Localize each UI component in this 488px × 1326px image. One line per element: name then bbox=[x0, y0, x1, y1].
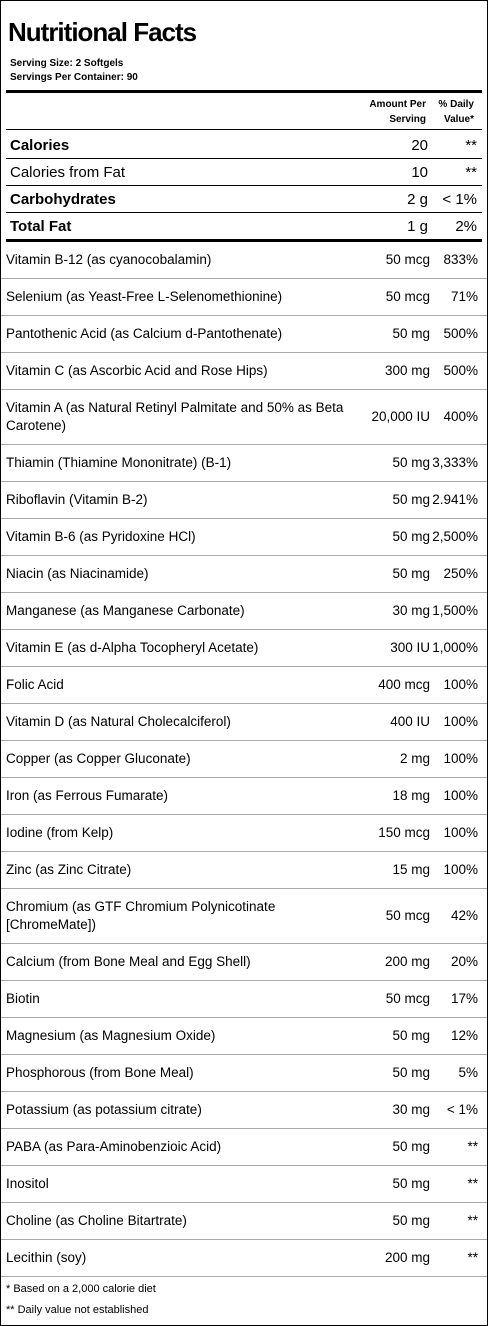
nutrient-daily-value: 833% bbox=[443, 252, 478, 267]
amount-header-line1: Amount Per bbox=[369, 99, 426, 110]
nutrient-amount: 150 mcg bbox=[378, 825, 430, 840]
summary-amount: 20 bbox=[411, 137, 428, 154]
servings-per-container: Servings Per Container: 90 bbox=[10, 72, 138, 83]
nutrient-amount: 15 mg bbox=[392, 862, 430, 877]
nutrient-row bbox=[1, 1203, 487, 1240]
nutrient-daily-value: < 1% bbox=[446, 1102, 478, 1117]
nutrient-amount: 20,000 IU bbox=[371, 409, 430, 424]
nutrient-daily-value: 1,000% bbox=[432, 640, 478, 655]
summary-label: Carbohydrates bbox=[10, 191, 116, 208]
nutrient-daily-value: 100% bbox=[443, 714, 478, 729]
nutrient-label: Biotin bbox=[6, 991, 40, 1006]
dv-header-line1: % Daily bbox=[438, 99, 474, 110]
nutrient-row bbox=[1, 1240, 487, 1277]
nutrient-amount: 30 mg bbox=[392, 603, 430, 618]
nutrient-row bbox=[1, 1166, 487, 1203]
serving-size: Serving Size: 2 Softgels bbox=[10, 58, 124, 69]
nutrient-amount: 50 mg bbox=[392, 1028, 430, 1043]
nutrient-daily-value: 250% bbox=[443, 566, 478, 581]
nutrient-label: Potassium (as potassium citrate) bbox=[6, 1102, 202, 1117]
nutrient-row bbox=[1, 242, 487, 279]
nutrient-daily-value: 500% bbox=[443, 363, 478, 378]
nutrient-amount: 50 mcg bbox=[385, 252, 430, 267]
column-header-divider bbox=[6, 129, 482, 130]
nutrient-label: Niacin (as Niacinamide) bbox=[6, 566, 149, 581]
nutrient-amount: 30 mg bbox=[392, 1102, 430, 1117]
daily-value-header bbox=[426, 97, 474, 127]
nutrient-row bbox=[1, 390, 487, 445]
nutrient-label: Thiamin (Thiamine Mononitrate) (B-1) bbox=[6, 455, 232, 470]
nutrient-label: Calcium (from Bone Meal and Egg Shell) bbox=[6, 954, 251, 969]
summary-daily-value: 2% bbox=[455, 218, 477, 235]
nutrient-row bbox=[1, 1055, 487, 1092]
summary-amount: 1 g bbox=[407, 218, 428, 235]
nutrient-daily-value: 17% bbox=[450, 991, 478, 1006]
header-divider-thick bbox=[6, 90, 482, 93]
nutrient-daily-value: 12% bbox=[450, 1028, 478, 1043]
nutrient-daily-value: 2.941% bbox=[432, 492, 478, 507]
nutrient-amount: 50 mg bbox=[392, 492, 430, 507]
nutrient-row bbox=[1, 704, 487, 741]
summary-daily-value: < 1% bbox=[442, 191, 477, 208]
nutrient-daily-value: ** bbox=[467, 1213, 478, 1228]
nutrient-row bbox=[1, 556, 487, 593]
nutrient-label: Iron (as Ferrous Fumarate) bbox=[6, 788, 169, 803]
nutrient-daily-value: 500% bbox=[443, 326, 478, 341]
nutrient-amount: 50 mg bbox=[392, 566, 430, 581]
summary-row bbox=[6, 132, 482, 159]
nutrient-label: Pantothenic Acid (as Calcium d-Pantothenate) bbox=[6, 326, 283, 341]
nutrient-label: Lecithin (soy) bbox=[6, 1250, 87, 1265]
nutrient-daily-value: 100% bbox=[443, 825, 478, 840]
nutrient-amount: 50 mg bbox=[392, 1213, 430, 1228]
nutrient-label: Phosphorous (from Bone Meal) bbox=[6, 1065, 194, 1080]
summary-label: Total Fat bbox=[10, 218, 72, 235]
nutrient-row bbox=[1, 815, 487, 852]
nutrient-amount: 50 mg bbox=[392, 326, 430, 341]
nutrient-label: Iodine (from Kelp) bbox=[6, 825, 114, 840]
nutrient-amount: 50 mg bbox=[392, 1176, 430, 1191]
nutrient-daily-value: 2,500% bbox=[432, 529, 478, 544]
nutrient-daily-value: 5% bbox=[458, 1065, 478, 1080]
nutrient-amount: 200 mg bbox=[384, 954, 430, 969]
footnote-calorie-diet: * Based on a 2,000 calorie diet bbox=[6, 1283, 156, 1295]
nutrient-daily-value: 100% bbox=[443, 788, 478, 803]
nutrient-row bbox=[1, 630, 487, 667]
summary-row bbox=[6, 186, 482, 213]
nutrient-daily-value: 71% bbox=[450, 289, 478, 304]
panel-title: Nutritional Facts bbox=[8, 17, 197, 47]
nutrient-label: Chromium (as GTF Chromium Polynicotinate [ChromeMate]) bbox=[6, 899, 276, 932]
nutrient-daily-value: 20% bbox=[450, 954, 478, 969]
nutrient-label: Zinc (as Zinc Citrate) bbox=[6, 862, 132, 877]
summary-daily-value: ** bbox=[465, 164, 477, 181]
nutrient-label: Riboflavin (Vitamin B-2) bbox=[6, 492, 148, 507]
nutrient-label: Folic Acid bbox=[6, 677, 64, 692]
nutrient-amount: 2 mg bbox=[399, 751, 430, 766]
nutrient-amount: 400 mcg bbox=[378, 677, 430, 692]
amount-per-serving-header bbox=[346, 97, 426, 127]
nutrient-label: Manganese (as Manganese Carbonate) bbox=[6, 603, 245, 618]
nutrient-label: Magnesium (as Magnesium Oxide) bbox=[6, 1028, 216, 1043]
nutrient-daily-value: 100% bbox=[443, 677, 478, 692]
nutrient-daily-value: 100% bbox=[443, 862, 478, 877]
summary-label: Calories bbox=[10, 137, 70, 154]
nutrient-daily-value: 1,500% bbox=[432, 603, 478, 618]
nutrient-daily-value: ** bbox=[467, 1139, 478, 1154]
nutrient-daily-value: 42% bbox=[450, 908, 478, 923]
nutrient-amount: 50 mg bbox=[392, 1139, 430, 1154]
amount-header-line2: Serving bbox=[389, 114, 426, 125]
nutrient-label: Vitamin C (as Ascorbic Acid and Rose Hips) bbox=[6, 363, 268, 378]
nutrient-label: Vitamin B-6 (as Pyridoxine HCl) bbox=[6, 529, 196, 544]
nutrient-label: Inositol bbox=[6, 1176, 49, 1191]
nutrient-row bbox=[1, 316, 487, 353]
summary-row bbox=[6, 159, 482, 186]
nutrient-row bbox=[1, 944, 487, 981]
nutrient-label: Copper (as Copper Gluconate) bbox=[6, 751, 191, 766]
nutrient-row bbox=[1, 1092, 487, 1129]
nutrient-daily-value: ** bbox=[467, 1176, 478, 1191]
nutrient-amount: 200 mg bbox=[384, 1250, 430, 1265]
nutrient-label: Vitamin D (as Natural Cholecalciferol) bbox=[6, 714, 231, 729]
nutrient-label: Vitamin E (as d-Alpha Tocopheryl Acetate) bbox=[6, 640, 259, 655]
nutrient-row bbox=[1, 778, 487, 815]
nutrient-daily-value: ** bbox=[467, 1250, 478, 1265]
nutrient-label: Choline (as Choline Bitartrate) bbox=[6, 1213, 187, 1228]
nutrient-daily-value: 3,333% bbox=[432, 455, 478, 470]
summary-amount: 2 g bbox=[407, 191, 428, 208]
nutrient-label: PABA (as Para-Aminobenzioic Acid) bbox=[6, 1139, 222, 1154]
nutrient-row bbox=[1, 981, 487, 1018]
dv-header-line2: Value* bbox=[443, 114, 474, 125]
nutrient-amount: 400 IU bbox=[390, 714, 430, 729]
nutrient-amount: 50 mg bbox=[392, 455, 430, 470]
nutrient-label: Vitamin A (as Natural Retinyl Palmitate and 50% as Beta Carotene) bbox=[6, 400, 344, 433]
nutrient-row bbox=[1, 593, 487, 630]
nutrient-row bbox=[1, 482, 487, 519]
summary-amount: 10 bbox=[411, 164, 428, 181]
nutrient-row bbox=[1, 852, 487, 889]
nutrient-row bbox=[1, 1129, 487, 1166]
nutrient-amount: 300 IU bbox=[390, 640, 430, 655]
nutrient-daily-value: 400% bbox=[443, 409, 478, 424]
nutrient-amount: 50 mg bbox=[392, 1065, 430, 1080]
nutrient-row bbox=[1, 519, 487, 556]
summary-daily-value: ** bbox=[465, 137, 477, 154]
summary-label: Calories from Fat bbox=[10, 164, 126, 181]
nutrient-row bbox=[1, 741, 487, 778]
summary-row bbox=[6, 213, 482, 240]
nutrient-amount: 50 mcg bbox=[385, 289, 430, 304]
nutrient-label: Vitamin B-12 (as cyanocobalamin) bbox=[6, 252, 212, 267]
nutrient-amount: 18 mg bbox=[392, 788, 430, 803]
nutrient-row bbox=[1, 279, 487, 316]
nutrient-daily-value: 100% bbox=[443, 751, 478, 766]
nutrient-amount: 50 mcg bbox=[385, 908, 430, 923]
nutrient-row bbox=[1, 445, 487, 482]
nutrient-row bbox=[1, 889, 487, 944]
nutrient-amount: 50 mg bbox=[392, 529, 430, 544]
nutrient-amount: 300 mg bbox=[384, 363, 430, 378]
nutrient-row bbox=[1, 667, 487, 704]
nutrient-amount: 50 mcg bbox=[385, 991, 430, 1006]
footnote-dv-not-established: ** Daily value not established bbox=[6, 1304, 149, 1316]
nutrient-row bbox=[1, 353, 487, 390]
nutrient-label: Selenium (as Yeast-Free L-Selenomethionine) bbox=[6, 289, 283, 304]
nutrient-row bbox=[1, 1018, 487, 1055]
